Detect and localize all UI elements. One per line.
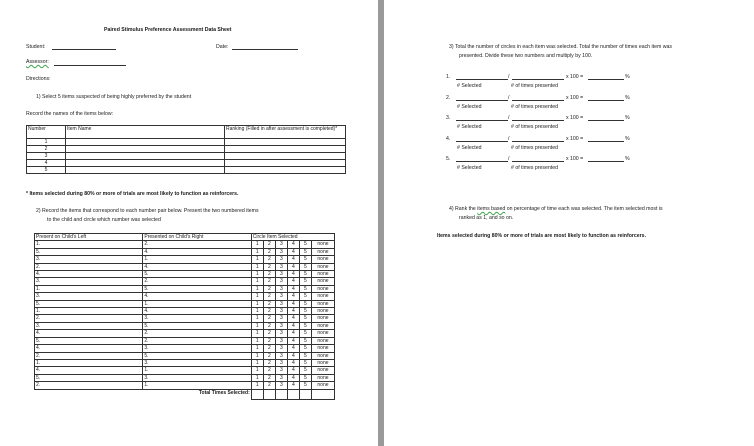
choice-item-1[interactable]: 1 <box>251 315 263 322</box>
calc-row-number: 2. <box>446 94 451 101</box>
choice-item-4[interactable]: 4 <box>287 337 299 344</box>
pair-row <box>35 285 335 292</box>
times-100: x 100 = <box>566 135 584 142</box>
choice-item-3[interactable]: 3 <box>275 271 287 278</box>
choice-item-4[interactable]: 4 <box>287 285 299 292</box>
selected-caption: # Selected <box>457 83 482 89</box>
ranking-cell[interactable] <box>225 146 346 153</box>
right-item-cell: 3. <box>143 345 251 352</box>
pair-row <box>35 352 335 359</box>
percent-sign: % <box>625 94 630 101</box>
left-item-cell: 3. <box>35 256 143 263</box>
closing-note: Items selected during 80% or more of trials are most likely to function as reinforcers. <box>437 233 647 239</box>
record-names-text: Record the names of the items below: <box>26 111 114 117</box>
pair-row <box>35 293 335 300</box>
selected-field[interactable] <box>456 115 508 121</box>
step4-line1-a: 4) Rank the <box>449 206 478 212</box>
right-item-cell: 5. <box>143 322 251 329</box>
choice-item-5[interactable]: 5 <box>299 248 311 255</box>
choice-item-3[interactable]: 3 <box>275 315 287 322</box>
pairs-header-row <box>35 234 335 241</box>
choice-item-5[interactable]: 5 <box>299 271 311 278</box>
choice-item-1[interactable]: 1 <box>251 330 263 337</box>
choice-item-2[interactable]: 2 <box>263 248 275 255</box>
ranking-cell[interactable] <box>225 167 346 174</box>
item-name-cell[interactable] <box>66 139 225 146</box>
choice-item-4[interactable]: 4 <box>287 382 299 389</box>
percent-field[interactable] <box>588 156 624 162</box>
step3-line1: 3) Total the number of circles in each item was selected. Total the number of times each item was <box>449 44 672 50</box>
step2-line2: to the child and circle which number was selected <box>47 217 161 223</box>
selected-caption: # Selected <box>457 165 482 171</box>
student-field[interactable] <box>52 44 116 50</box>
right-item-cell: 2. <box>143 337 251 344</box>
left-item-cell: 3. <box>35 322 143 329</box>
names-row <box>27 153 346 160</box>
choice-item-5[interactable]: 5 <box>299 315 311 322</box>
choice-item-1[interactable]: 1 <box>251 285 263 292</box>
pair-row <box>35 256 335 263</box>
choice-item-1[interactable]: 1 <box>251 359 263 366</box>
step4-line1 <box>449 206 663 212</box>
right-item-cell: 1. <box>143 367 251 374</box>
calc-row-number: 1. <box>446 74 451 80</box>
slash: / <box>508 135 510 142</box>
presented-field[interactable] <box>512 156 564 162</box>
right-item-cell: 3. <box>143 359 251 366</box>
pair-row <box>35 308 335 315</box>
footnote: * Items selected during 80% or more of trials are most likely to function as reinforcers. <box>26 191 239 197</box>
percent-sign: % <box>625 115 630 121</box>
selected-field[interactable] <box>456 136 508 142</box>
left-item-cell: 5. <box>35 337 143 344</box>
choice-none[interactable]: none <box>311 300 334 307</box>
choice-item-3[interactable]: 3 <box>275 322 287 329</box>
selected-field[interactable] <box>456 95 508 101</box>
calc-row <box>388 136 748 154</box>
choice-item-3[interactable]: 3 <box>275 374 287 381</box>
percent-sign: % <box>625 74 630 80</box>
choice-item-1[interactable]: 1 <box>251 248 263 255</box>
choice-item-2[interactable]: 2 <box>263 271 275 278</box>
choice-item-2[interactable]: 2 <box>263 382 275 389</box>
choice-item-2[interactable]: 2 <box>263 293 275 300</box>
right-item-cell: 5. <box>143 271 251 278</box>
choice-item-5[interactable]: 5 <box>299 337 311 344</box>
right-item-cell: 4. <box>143 248 251 255</box>
right-item-cell: 2. <box>143 330 251 337</box>
left-item-cell: 4. <box>35 345 143 352</box>
header-circle: Circle Item Selected <box>251 234 334 241</box>
step1-text: 1) Select 5 items suspected of being highly preferred by the student <box>36 94 192 100</box>
left-item-cell: 1. <box>35 359 143 366</box>
choice-item-3[interactable]: 3 <box>275 382 287 389</box>
choice-item-2[interactable]: 2 <box>263 278 275 285</box>
ranking-cell[interactable] <box>225 153 346 160</box>
left-item-cell: 5. <box>35 248 143 255</box>
right-item-cell: 4. <box>143 263 251 270</box>
calc-row <box>388 115 748 133</box>
choice-item-2[interactable]: 2 <box>263 241 275 248</box>
choice-none[interactable]: none <box>311 315 334 322</box>
step3-line2: presented. Divide these two numbers and multiply by 100. <box>459 53 593 59</box>
right-item-cell: 1. <box>143 256 251 263</box>
choice-item-4[interactable]: 4 <box>287 322 299 329</box>
times-100: x 100 = <box>566 156 584 162</box>
choice-none[interactable]: none <box>311 256 334 263</box>
choice-item-1[interactable]: 1 <box>251 308 263 315</box>
pair-row <box>35 382 335 389</box>
header-left: Present on Child's Left <box>35 234 143 241</box>
choice-item-5[interactable]: 5 <box>299 322 311 329</box>
right-item-cell: 5. <box>143 352 251 359</box>
choice-item-1[interactable]: 1 <box>251 337 263 344</box>
choice-item-2[interactable]: 2 <box>263 315 275 322</box>
names-row-number: 3 <box>27 153 66 160</box>
choice-item-3[interactable]: 3 <box>275 308 287 315</box>
choice-item-2[interactable]: 2 <box>263 256 275 263</box>
presented-caption: # of times presented <box>511 144 559 151</box>
left-item-cell: 3. <box>35 278 143 285</box>
choice-none[interactable]: none <box>311 382 334 389</box>
right-item-cell: 4. <box>143 293 251 300</box>
step4-line1-b: items based <box>477 206 506 212</box>
right-item-cell: 4. <box>143 308 251 315</box>
pair-row <box>35 278 335 285</box>
header-ranking: Ranking (Filled in after assessment is completed)* <box>225 126 346 139</box>
presented-caption: # of times presented <box>511 165 559 171</box>
choice-item-2[interactable]: 2 <box>263 330 275 337</box>
ranking-cell[interactable] <box>225 160 346 167</box>
choice-item-4[interactable]: 4 <box>287 308 299 315</box>
left-item-cell: 5. <box>35 300 143 307</box>
date-field[interactable] <box>232 44 298 50</box>
date-label: Date: <box>216 44 229 50</box>
left-page <box>0 0 372 446</box>
choice-item-2[interactable]: 2 <box>263 308 275 315</box>
choice-none[interactable]: none <box>311 271 334 278</box>
pair-row <box>35 345 335 352</box>
slash: / <box>508 94 510 101</box>
slash: / <box>508 156 510 162</box>
slash: / <box>508 115 510 121</box>
choice-item-5[interactable]: 5 <box>299 278 311 285</box>
choice-item-4[interactable]: 4 <box>287 278 299 285</box>
right-item-cell: 5. <box>143 285 251 292</box>
choice-item-5[interactable]: 5 <box>299 374 311 381</box>
choice-item-5[interactable]: 5 <box>299 352 311 359</box>
selected-caption: # Selected <box>457 124 482 130</box>
left-item-cell: 2. <box>35 352 143 359</box>
item-name-cell[interactable] <box>66 167 225 174</box>
choice-item-5[interactable]: 5 <box>299 263 311 270</box>
left-item-cell: 2. <box>35 263 143 270</box>
choice-item-4[interactable]: 4 <box>287 315 299 322</box>
choice-none[interactable]: none <box>311 248 334 255</box>
left-item-cell: 2. <box>35 315 143 322</box>
choice-item-2[interactable]: 2 <box>263 359 275 366</box>
pair-row <box>35 241 335 248</box>
right-item-cell: 3. <box>143 374 251 381</box>
slash: / <box>508 74 510 80</box>
left-item-cell: 1. <box>35 308 143 315</box>
calc-row <box>388 156 748 174</box>
calc-row <box>388 74 748 92</box>
choice-item-2[interactable]: 2 <box>263 367 275 374</box>
calc-row-number: 4. <box>446 135 451 142</box>
total-cell[interactable] <box>311 389 334 399</box>
choice-none[interactable]: none <box>311 322 334 329</box>
total-cell[interactable] <box>299 389 311 399</box>
step4-line2: ranked as 1, and so on. <box>459 215 514 221</box>
choice-item-3[interactable]: 3 <box>275 359 287 366</box>
pair-row <box>35 337 335 344</box>
names-row-number: 2 <box>27 146 66 153</box>
choice-item-3[interactable]: 3 <box>275 330 287 337</box>
choice-item-5[interactable]: 5 <box>299 367 311 374</box>
choice-item-5[interactable]: 5 <box>299 293 311 300</box>
choice-none[interactable]: none <box>311 345 334 352</box>
assessor-field[interactable] <box>54 60 126 66</box>
choice-item-5[interactable]: 5 <box>299 382 311 389</box>
left-item-cell: 4. <box>35 271 143 278</box>
calc-row-number: 3. <box>446 115 451 121</box>
choice-none[interactable]: none <box>311 330 334 337</box>
total-row <box>35 389 335 399</box>
percent-field[interactable] <box>588 74 624 80</box>
choice-none[interactable]: none <box>311 367 334 374</box>
presented-field[interactable] <box>512 115 564 121</box>
choice-item-1[interactable]: 1 <box>251 345 263 352</box>
choice-none[interactable]: none <box>311 293 334 300</box>
right-page <box>388 0 754 446</box>
presented-caption: # of times presented <box>511 124 559 130</box>
choice-none[interactable]: none <box>311 374 334 381</box>
selected-field[interactable] <box>456 74 508 80</box>
pair-row <box>35 300 335 307</box>
item-name-cell[interactable] <box>66 160 225 167</box>
choice-item-5[interactable]: 5 <box>299 345 311 352</box>
choice-none[interactable]: none <box>311 359 334 366</box>
percent-sign: % <box>625 156 630 162</box>
percent-field[interactable] <box>588 95 624 101</box>
choice-item-1[interactable]: 1 <box>251 278 263 285</box>
total-cell[interactable] <box>287 389 299 399</box>
selected-caption: # Selected <box>457 103 482 110</box>
step4-line1-c: on percentage of time each was selected. The item selected most is <box>505 206 663 212</box>
choice-item-2[interactable]: 2 <box>263 345 275 352</box>
choice-item-3[interactable]: 3 <box>275 345 287 352</box>
choice-item-4[interactable]: 4 <box>287 374 299 381</box>
assessor-label <box>26 59 49 65</box>
right-item-cell: 2. <box>143 278 251 285</box>
left-item-cell: 4. <box>35 330 143 337</box>
choice-item-1[interactable]: 1 <box>251 367 263 374</box>
student-label: Student: <box>26 44 46 50</box>
left-item-cell: 4. <box>35 367 143 374</box>
choice-item-1[interactable]: 1 <box>251 263 263 270</box>
choice-item-4[interactable]: 4 <box>287 300 299 307</box>
left-item-cell: 2. <box>35 382 143 389</box>
left-item-cell: 5. <box>35 374 143 381</box>
names-row <box>27 139 346 146</box>
step2-line1: 2) Record the items that correspond to each number pair below. Present the two numbered items <box>36 208 259 214</box>
choice-item-5[interactable]: 5 <box>299 308 311 315</box>
choice-item-4[interactable]: 4 <box>287 352 299 359</box>
left-item-cell: 1. <box>35 285 143 292</box>
times-100: x 100 = <box>566 115 584 121</box>
item-names-table <box>26 125 346 174</box>
choice-item-1[interactable]: 1 <box>251 352 263 359</box>
total-cell[interactable] <box>251 389 263 399</box>
choice-item-1[interactable]: 1 <box>251 271 263 278</box>
presented-caption: # of times presented <box>511 83 559 89</box>
pair-row <box>35 315 335 322</box>
assessor-label-text: Assessor: <box>26 59 49 65</box>
pair-row <box>35 374 335 381</box>
choice-item-3[interactable]: 3 <box>275 278 287 285</box>
header-item-name: Item Name <box>66 126 225 139</box>
choice-none[interactable]: none <box>311 285 334 292</box>
right-item-cell: 1. <box>143 300 251 307</box>
choice-item-3[interactable]: 3 <box>275 241 287 248</box>
left-item-cell: 1. <box>35 241 143 248</box>
names-row-number: 4 <box>27 160 66 167</box>
choice-item-2[interactable]: 2 <box>263 263 275 270</box>
pair-row <box>35 330 335 337</box>
calc-row-number: 5. <box>446 156 451 162</box>
choice-item-2[interactable]: 2 <box>263 285 275 292</box>
pair-row <box>35 359 335 366</box>
pair-row <box>35 271 335 278</box>
pairs-table-body <box>35 234 335 400</box>
choice-none[interactable]: none <box>311 308 334 315</box>
choice-item-3[interactable]: 3 <box>275 256 287 263</box>
names-header-row <box>27 126 346 139</box>
directions-label: Directions: <box>26 76 51 82</box>
presented-field[interactable] <box>512 136 564 142</box>
page-divider <box>378 0 384 446</box>
pair-row <box>35 367 335 374</box>
choice-item-1[interactable]: 1 <box>251 241 263 248</box>
pair-row <box>35 263 335 270</box>
choice-item-2[interactable]: 2 <box>263 300 275 307</box>
choice-item-3[interactable]: 3 <box>275 352 287 359</box>
choice-item-3[interactable]: 3 <box>275 248 287 255</box>
right-item-cell: 2. <box>143 241 251 248</box>
names-row <box>27 167 346 174</box>
choice-item-4[interactable]: 4 <box>287 367 299 374</box>
choice-item-4[interactable]: 4 <box>287 241 299 248</box>
presented-field[interactable] <box>512 95 564 101</box>
calc-row <box>388 95 748 113</box>
total-cell[interactable] <box>275 389 287 399</box>
names-row-number: 1 <box>27 139 66 146</box>
choice-item-5[interactable]: 5 <box>299 359 311 366</box>
selected-caption: # Selected <box>457 144 482 151</box>
choice-none[interactable]: none <box>311 263 334 270</box>
pairs-table <box>34 233 335 400</box>
choice-item-2[interactable]: 2 <box>263 337 275 344</box>
choice-none[interactable]: none <box>311 337 334 344</box>
item-name-cell[interactable] <box>66 146 225 153</box>
choice-item-5[interactable]: 5 <box>299 285 311 292</box>
choice-none[interactable]: none <box>311 278 334 285</box>
item-name-cell[interactable] <box>66 153 225 160</box>
choice-item-4[interactable]: 4 <box>287 248 299 255</box>
choice-item-1[interactable]: 1 <box>251 374 263 381</box>
total-label: Total Times Selected: <box>198 389 250 396</box>
pair-row <box>35 248 335 255</box>
total-cell[interactable] <box>263 389 275 399</box>
right-item-cell: 3. <box>143 315 251 322</box>
choice-item-4[interactable]: 4 <box>287 263 299 270</box>
percent-field[interactable] <box>588 115 624 121</box>
ranking-cell[interactable] <box>225 139 346 146</box>
left-item-cell: 3. <box>35 293 143 300</box>
pair-row <box>35 322 335 329</box>
percent-field[interactable] <box>588 136 624 142</box>
choice-item-3[interactable]: 3 <box>275 337 287 344</box>
page-title: Paired Stimulus Preference Assessment Data Sheet <box>104 27 232 33</box>
names-row <box>27 160 346 167</box>
choice-item-5[interactable]: 5 <box>299 241 311 248</box>
percent-sign: % <box>625 135 630 142</box>
choice-item-3[interactable]: 3 <box>275 367 287 374</box>
header-number: Number <box>27 126 66 139</box>
choice-item-2[interactable]: 2 <box>263 322 275 329</box>
choice-item-5[interactable]: 5 <box>299 256 311 263</box>
selected-field[interactable] <box>456 156 508 162</box>
choice-item-5[interactable]: 5 <box>299 330 311 337</box>
choice-item-5[interactable]: 5 <box>299 300 311 307</box>
choice-item-1[interactable]: 1 <box>251 382 263 389</box>
times-100: x 100 = <box>566 74 584 80</box>
choice-item-4[interactable]: 4 <box>287 345 299 352</box>
choice-none[interactable]: none <box>311 241 334 248</box>
choice-item-4[interactable]: 4 <box>287 271 299 278</box>
choice-item-4[interactable]: 4 <box>287 256 299 263</box>
choice-item-3[interactable]: 3 <box>275 285 287 292</box>
choice-item-2[interactable]: 2 <box>263 374 275 381</box>
choice-item-1[interactable]: 1 <box>251 293 263 300</box>
presented-field[interactable] <box>512 74 564 80</box>
choice-item-1[interactable]: 1 <box>251 300 263 307</box>
choice-item-4[interactable]: 4 <box>287 293 299 300</box>
choice-item-4[interactable]: 4 <box>287 330 299 337</box>
choice-item-3[interactable]: 3 <box>275 263 287 270</box>
choice-none[interactable]: none <box>311 352 334 359</box>
times-100: x 100 = <box>566 94 584 101</box>
names-row-number: 5 <box>27 167 66 174</box>
choice-item-1[interactable]: 1 <box>251 322 263 329</box>
choice-item-2[interactable]: 2 <box>263 352 275 359</box>
choice-item-3[interactable]: 3 <box>275 293 287 300</box>
presented-caption: # of times presented <box>511 103 559 110</box>
right-item-cell: 1. <box>143 382 251 389</box>
choice-item-4[interactable]: 4 <box>287 359 299 366</box>
names-row <box>27 146 346 153</box>
choice-item-3[interactable]: 3 <box>275 300 287 307</box>
choice-item-1[interactable]: 1 <box>251 256 263 263</box>
header-right: Presented on Child's Right <box>143 234 251 241</box>
